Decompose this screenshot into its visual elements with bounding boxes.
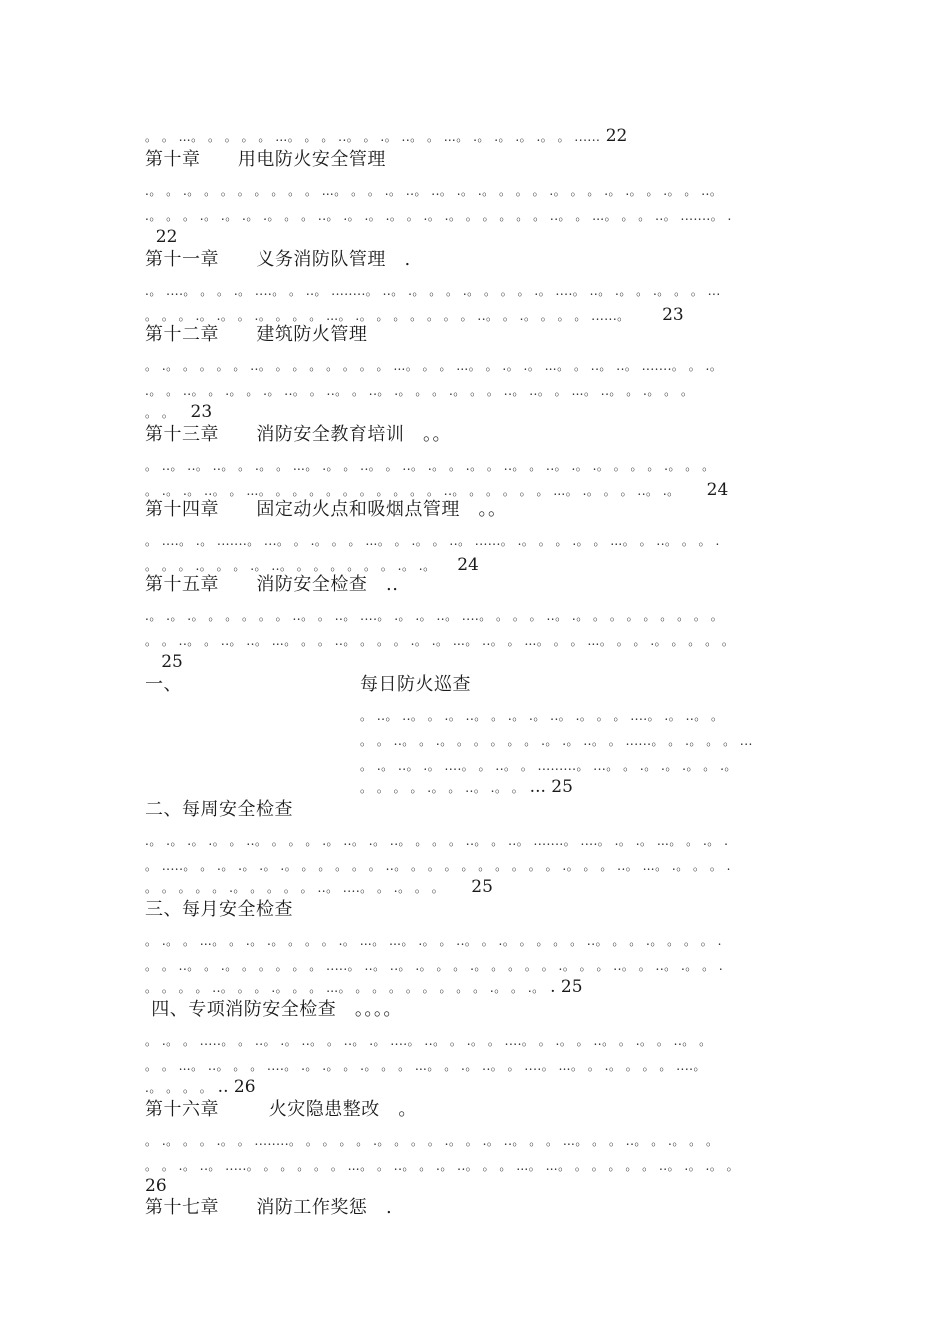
toc-entry-title bbox=[145, 500, 507, 520]
toc-entry-title bbox=[145, 575, 398, 595]
chapter-title: 第十七章 消防工作奖惩 . bbox=[145, 1197, 393, 1218]
page-number: 23 bbox=[174, 402, 213, 422]
toc-dot-leader bbox=[145, 180, 722, 201]
toc-dot-leader bbox=[145, 605, 723, 626]
dot-leader-text: 。 .。 。 。 .。 。 ........。 。 。 。 。 .。 。 。 。 .。 。 .。 ..。 。 。 …。 。 。 ..。 。 .。 。 。 bbox=[145, 1134, 719, 1148]
toc-dot-leader bbox=[145, 380, 693, 401]
toc-page-number bbox=[145, 652, 183, 672]
toc-dot-leader bbox=[145, 1055, 706, 1076]
toc-dot-leader bbox=[145, 955, 723, 976]
dot-leader-text: .。 。 。 。 bbox=[145, 1081, 213, 1095]
toc-dot-leader bbox=[145, 480, 728, 501]
toc-dot-leader bbox=[360, 777, 573, 798]
page-number: 25 bbox=[444, 877, 493, 897]
toc-entry-title bbox=[145, 675, 182, 695]
toc-dot-leader bbox=[360, 755, 737, 776]
toc-dot-leader bbox=[145, 305, 684, 326]
dot-leader-text: 。 。 。 。 ..。 。 。 .。 。 。 …。 。 。 。 。 。 。 。 。 .。 。 .。 bbox=[145, 981, 545, 995]
page-number: 24 bbox=[435, 555, 479, 575]
dot-leader-text: 。 ..。 ..。 ..。 。 .。 。 …。 .。 。 ..。 。 ..。 .。 。 .。 。 ..。 。 ..。 .。 .。 。 。 。 .。 。 。 bbox=[145, 459, 715, 473]
dot-leader-text: 。 。 。 。 。 .。 。 。 。 。 ..。 ....。 。 .。 。 。 bbox=[145, 881, 445, 895]
chapter-title: 第十五章 消防安全检查 .. bbox=[145, 574, 399, 595]
page-number: . 25 bbox=[544, 977, 583, 997]
dot-leader-text: 。 。 。 .。 .。 。 .。 。 。 。 …。 .。 。 。 。 。 。 。 ..。 。 .。 。 。 。 ......。 bbox=[145, 309, 630, 323]
toc-dot-leader bbox=[145, 1130, 718, 1151]
toc-entry-title bbox=[145, 1100, 417, 1120]
toc-dot-leader bbox=[145, 1077, 256, 1098]
dot-leader-text: 。 ....。 .。 .......。 ...。 。 .。 。 。 …。 。 .。 。 ..。 ......。 .。 。 。 .。 。 …。 。 ..。 。 。 . bbox=[145, 534, 720, 548]
dot-leader-text: 。 .。 。 。 。 。 ..。 。 。 。 。 。 。 。 …。 。 。 …。 。 .。 .。 …。 。 ..。 ..。 .......。 。 .。 bbox=[145, 359, 723, 373]
dot-leader-text: 。 。 ..。 。 .。 。 。 。 。 。 .。 .。 ..。 。 ......。 。 .。 。 。 ... bbox=[360, 734, 753, 748]
dot-leader-text: .。 。 .。 。 。 。 。 。 。 。 …。 。 。 .。 ..。 ..。 .。 .。 。 。 。 .。 。 。 .。 .。 。 .。 。 ..。 bbox=[145, 184, 723, 198]
page-number: 23 bbox=[629, 305, 684, 325]
toc-dot-leader bbox=[145, 280, 721, 301]
toc-dot-leader bbox=[145, 455, 715, 476]
toc-entry-title bbox=[145, 800, 293, 820]
toc-dot-leader bbox=[360, 705, 724, 726]
dot-leader-text: 。 .....。 。 .。 .。 .。 .。 。 。 。 。 。 ..。 。 。 。 。 。 。 。 。 。 .。 。 。 ..。 …。 .。 。 。 . bbox=[145, 859, 731, 873]
chapter-title: 一、 bbox=[145, 674, 182, 695]
chapter-title: 三、每月安全检查 bbox=[145, 899, 293, 920]
toc-dot-leader bbox=[145, 402, 212, 423]
chapter-title: 第十二章 建筑防火管理 bbox=[145, 324, 368, 345]
toc-dot-leader bbox=[145, 355, 722, 376]
toc-entry-title bbox=[145, 900, 293, 920]
chapter-title: 第十三章 消防安全教育培训 。。 bbox=[145, 424, 451, 445]
toc-page-number bbox=[145, 1176, 167, 1196]
dot-leader-text: .。 .。 .。 。 。 。 。 。 ..。 。 ..。 ....。 .。 .。 ..。 ....。 。 。 。 ..。 .。 。 。 。 。 。 。 。 。 bbox=[145, 609, 724, 623]
page-number: .. 26 bbox=[212, 1077, 256, 1097]
toc-entry-title bbox=[145, 425, 451, 445]
chapter-title: 第十四章 固定动火点和吸烟点管理 。。 bbox=[145, 499, 507, 520]
dot-leader-text: .。 。 。 .。 .。 .。 .。 。 。 ..。 .。 .。 .。 。 .。 .。 。 。 。 。 。 ..。 。 …。 。 。 ..。 .......。 . bbox=[145, 209, 732, 223]
dot-leader-text: 。 。 ..。 。 .。 。 。 。 。 。 .....。 ..。 ..。 .。 。 。 .。 。 。 。 。 .。 。 。 ..。 。 ..。 .。 。 . bbox=[145, 959, 724, 973]
dot-leader-text: 。 。 …。 ..。 。 。 ....。 .。 .。 。 .。 。 。 …。 。 .。 ..。 。 ....。 …。 。 .。 。 。 。 ....。 bbox=[145, 1059, 706, 1073]
toc-entry-title bbox=[145, 1000, 402, 1020]
toc-dot-leader bbox=[145, 930, 722, 951]
toc-dot-leader bbox=[145, 1030, 712, 1051]
page-number: 24 bbox=[679, 480, 729, 500]
toc-entry-title bbox=[145, 250, 411, 270]
toc-dot-leader bbox=[145, 1155, 739, 1176]
dot-leader-text: .。 。 ..。 。 .。 。 .。 ..。 。 ..。 。 ..。 .。 。 。 .。 。 。 ..。 ..。 。 …。 ..。 。 .。 。 。 bbox=[145, 384, 694, 398]
page-number: 26 bbox=[145, 1176, 167, 1196]
dot-leader-text: 。 。 …。 。 。 。 。 …。 。 。 ..。 。 .。 ..。 。 …。 .。 .。 .。 .。 。 ...... bbox=[145, 130, 601, 144]
dot-leader-text: 。 。 .。 ..。 .....。 。 。 。 。 。 …。 。 ..。 。 .。 ..。 。 。 …。 …。 。 。 。 。 。 ..。 .。 .。 。 bbox=[145, 1159, 740, 1173]
toc-dot-leader bbox=[145, 830, 728, 851]
toc-entry-title bbox=[145, 150, 386, 170]
chapter-title: 二、每周安全检查 bbox=[145, 799, 293, 820]
chapter-title: 第十一章 义务消防队管理 . bbox=[145, 249, 411, 270]
page-number: 22 bbox=[600, 126, 628, 146]
toc-dot-leader bbox=[145, 530, 720, 551]
chapter-title: 第十六章 火灾隐患整改 。 bbox=[145, 1099, 417, 1120]
dot-leader-text: 。 .。 .。 ..。 。 …。 。 。 。 。 。 。 。 。 。 。 ..。 。 。 。 。 。 …。 .。 。 。 ..。 .。 bbox=[145, 484, 680, 498]
dot-leader-text: 。 ..。 ..。 。 .。 ..。 。 .。 .。 ..。 .。 。 。 ....。 .。 ..。 。 bbox=[360, 709, 724, 723]
toc-page-number bbox=[145, 227, 177, 247]
chapter-title: 四、专项消防安全检查 。。。。 bbox=[145, 999, 402, 1020]
section-title: 每日防火巡查 bbox=[360, 674, 471, 695]
page-number: ... 25 bbox=[524, 777, 573, 797]
dot-leader-text: .。 .。 .。 .。 。 ..。 。 。 。 .。 ..。 .。 ..。 。 。 。 ..。 。 ..。 .......。 ....。 .。 .。 …。 。 .。 . bbox=[145, 834, 729, 848]
toc-entry-title bbox=[145, 1198, 392, 1218]
toc-dot-leader bbox=[360, 730, 753, 751]
dot-leader-text: 。 .。 。 .....。 。 ..。 .。 ..。 。 ..。 .。 ....。 ..。 。 .。 。 ....。 。 .。 。 ..。 。 .。 。 ..。 。 bbox=[145, 1034, 712, 1048]
dot-leader-text: 。 .。 。 …。 。 .。 .。 。 。 。 .。 …。 …。 .。 。 ..。 。 .。 。 。 。 。 ..。 。 。 .。 。 。 。 . bbox=[145, 934, 722, 948]
toc-dot-leader bbox=[145, 126, 627, 147]
dot-leader-text: .。 ....。 。 。 .。 ....。 。 ..。 ........。 ..。 .。 。 。 .。 。 。 。 .。 ....。 ..。 .。 。 .。 。 。 ... bbox=[145, 284, 721, 298]
chapter-title: 第十章 用电防火安全管理 bbox=[145, 149, 386, 170]
dot-leader-text: 。 .。 ..。 .。 ....。 。 ..。 。 .........。 ...。 。 .。 .。 .。 。 .。 bbox=[360, 759, 737, 773]
toc-dot-leader bbox=[145, 977, 583, 998]
toc-dot-leader bbox=[145, 877, 493, 898]
dot-leader-text: 。 。 ..。 。 ..。 ..。 …。 。 。 ..。 。 。 。 .。 .。 …。 ..。 。 …。 。 。 …。 。 。 .。 。 。 。 。 bbox=[145, 634, 735, 648]
page-number: 22 bbox=[145, 227, 178, 247]
toc-dot-leader bbox=[145, 555, 479, 576]
dot-leader-text: 。 。 bbox=[145, 406, 175, 420]
toc-dot-leader bbox=[145, 205, 732, 226]
page-number: 25 bbox=[145, 652, 183, 672]
dot-leader-text: 。 。 。 。 .。 。 ..。 .。 。 bbox=[360, 781, 525, 795]
toc-dot-leader bbox=[145, 855, 731, 876]
toc-entry-title bbox=[145, 325, 367, 345]
toc-dot-leader bbox=[145, 630, 734, 651]
dot-leader-text: 。 。 。 .。 。 。 .。 ..。 。 。 。 。 。 。 .。 .。 bbox=[145, 559, 436, 573]
